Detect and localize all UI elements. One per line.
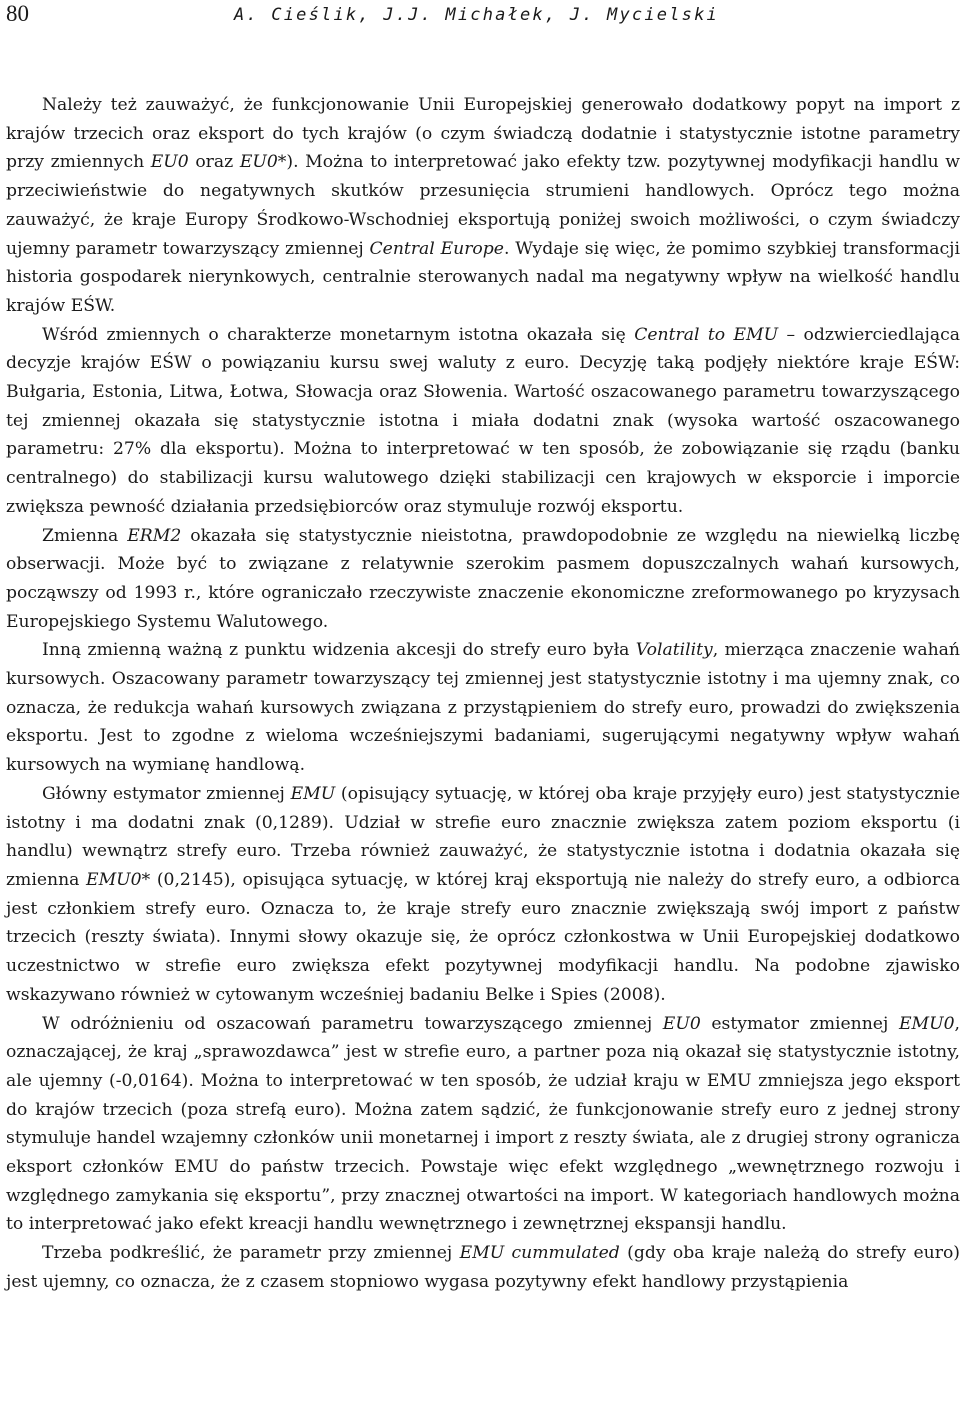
paragraph-text: , oznaczającej, że kraj „sprawozdawca” jest w strefie euro, a partner poza nią okazał się statystycznie istotny, ale ujemny (-0,0164). Można to interpretować w ten sposób, że udział kraju w EMU zmniejsza jego eksport do krajów trzecich (poza strefą euro). Można zatem sądzić, że funkcjonowanie strefy euro z jednej strony stymuluje handel wzajemny członków unii monetarnej i import z reszty świata, ale z drugiej strony ogranicza eksport członków EMU do państw trzecich. Powstaje więc efekt względnego „wewnętrznego rozwoju i względnego zamykania się eksportu”, przy znacznej otwartości na import. W kategoriach handlowych można to interpretować jako efekt kreacji handlu wewnętrznego i zewnętrznej ekspansji handlu. xyxy=(6,1013,960,1235)
paragraph-text: ). Można to interpretować jako efekty tzw. pozytywnej modyfikacji handlu w przeciwieństwie do negatywnych skutków przesunięcia strumieni handlowych. Oprócz tego można zauważyć, że kraje Europy Środkowo-Wschodniej eksportują poniżej swoich możliwości, o czym świadczy ujemny parametr towarzyszący zmiennej xyxy=(6,152,960,259)
paragraph-text: Główny estymator zmiennej xyxy=(42,783,291,804)
variable-name: EU0 xyxy=(150,152,189,173)
variable-name: EMU xyxy=(290,783,336,804)
variable-name: EMU cummulated xyxy=(459,1243,620,1264)
running-head: A. Cieślik, J.J. Michałek, J. Mycielski xyxy=(234,5,719,25)
paragraph xyxy=(6,636,960,780)
paragraph xyxy=(6,321,960,522)
paragraph-text: Zmienna xyxy=(42,525,128,546)
paragraph-text: . Wydaje się więc, że pomimo szybkiej transformacji historia gospodarek nierynkowych, centralnie sterowanych nadal ma negatywny wpływ na wielkość handlu krajów EŚW. xyxy=(6,238,960,316)
paragraph xyxy=(6,91,960,321)
variable-name: EU0* xyxy=(239,152,287,173)
paragraph xyxy=(6,1239,960,1296)
variable-name: EMU0* xyxy=(86,869,151,890)
page-number: 80 xyxy=(6,1,29,26)
paragraph-text: W odróżnieniu od oszacowań parametru towarzyszącego zmiennej xyxy=(42,1013,663,1034)
paragraph-text: oraz xyxy=(188,152,240,173)
paragraph-text: – odzwierciedlająca decyzje krajów EŚW o powiązaniu kursu swej waluty z euro. Decyzję taką podjęły niektóre kraje EŚW: Bułgaria, Estonia, Litwa, Łotwa, Słowacja oraz Słowenia. Wartość oszacowanego parametru towarzyszącego tej zmiennej okazała się statystycznie istotna i miała dodatni znak (wysoka wartość oszacowanego parametru: 27% dla eksportu). Można to interpretować w ten sposób, że zobowiązanie się rządu (banku centralnego) do stabilizacji kursu walutowego dzięki stabilizacji cen krajowych w eksporcie i imporcie zwiększa pewność działania przedsiębiorców oraz stymuluje rozwój eksportu. xyxy=(6,324,960,517)
paragraph-text: Należy też zauważyć, że funkcjonowanie Unii Europejskiej generowało dodatkowy popyt na import z krajów trzecich oraz eksport do tych krajów (o czym świadczą dodatnie i statystycznie istotne parametry przy zmiennych xyxy=(6,95,960,173)
paragraph-text: (gdy oba kraje należą do strefy euro) jest ujemny, co oznacza, że z czasem stopniowo wygasa pozytywny efekt handlowy przystąpienia xyxy=(6,1243,960,1292)
paragraph-text: okazała się statystycznie nieistotna, prawdopodobnie ze względu na niewielką liczbę obserwacji. Może być to związane z relatywnie szerokim pasmem dopuszczalnych wahań kursowych, począwszy od 1993 r., które ograniczało rzeczywiste znaczenie ekonomiczne zreformowanego po kryzysach Europejskiego Systemu Walutowego. xyxy=(6,525,960,632)
body-text xyxy=(6,91,960,1297)
variable-name: ERM2 xyxy=(127,525,182,546)
paragraph-text: (opisujący sytuację, w której oba kraje przyjęły euro) jest statystycznie istotny i ma dodatni znak (0,1289). Udział w strefie euro znacznie zwiększa zatem poziom eksportu (i handlu) wewnątrz strefy euro. Trzeba również zauważyć, że statystycznie istotna i dodatnia okazała się zmienna xyxy=(6,783,960,890)
paragraph xyxy=(6,522,960,637)
paragraph-text: estymator zmiennej xyxy=(700,1013,899,1034)
variable-name: Central to EMU xyxy=(634,324,779,345)
variable-name: EU0 xyxy=(662,1013,701,1034)
variable-name: EMU0 xyxy=(898,1013,955,1034)
paragraph-text: , mierząca znaczenie wahań kursowych. Oszacowany parametr towarzyszący tej zmiennej jest statystycznie istotny i ma ujemny znak, co oznacza, że redukcja wahań kursowych związana z przystąpieniem do strefy euro, prowadzi do zwiększenia eksportu. Jest to zgodne z wieloma wcześniejszymi badaniami, sugerującymi negatywny wpływ wahań kursowych na wymianę handlową. xyxy=(6,640,960,776)
paragraph xyxy=(6,1010,960,1240)
variable-name: Central Europe xyxy=(369,238,504,259)
paragraph-text: Trzeba podkreślić, że parametr przy zmiennej xyxy=(42,1243,460,1264)
paragraph-text: Inną zmienną ważną z punktu widzenia akcesji do strefy euro była xyxy=(42,640,636,661)
paragraph-text: Wśród zmiennych o charakterze monetarnym istotna okazała się xyxy=(42,324,635,345)
variable-name: Volatility xyxy=(635,640,713,661)
paragraph-text: (0,2145), opisująca sytuację, w której kraj eksportują nie należy do strefy euro, a odbiorca jest członkiem strefy euro. Oznacza to, że kraje strefy euro znacznie zwiększają swój import z państw trzecich (reszty świata). Innymi słowy okazuje się, że oprócz członkostwa w Unii Europejskiej dodatkowo uczestnictwo w strefie euro zwiększa efekt pozytywnej modyfikacji handlu. Na podobne zjawisko wskazywano również w cytowanym wcześniej badaniu Belke i Spies (2008). xyxy=(6,869,960,1005)
paragraph xyxy=(6,780,960,1010)
